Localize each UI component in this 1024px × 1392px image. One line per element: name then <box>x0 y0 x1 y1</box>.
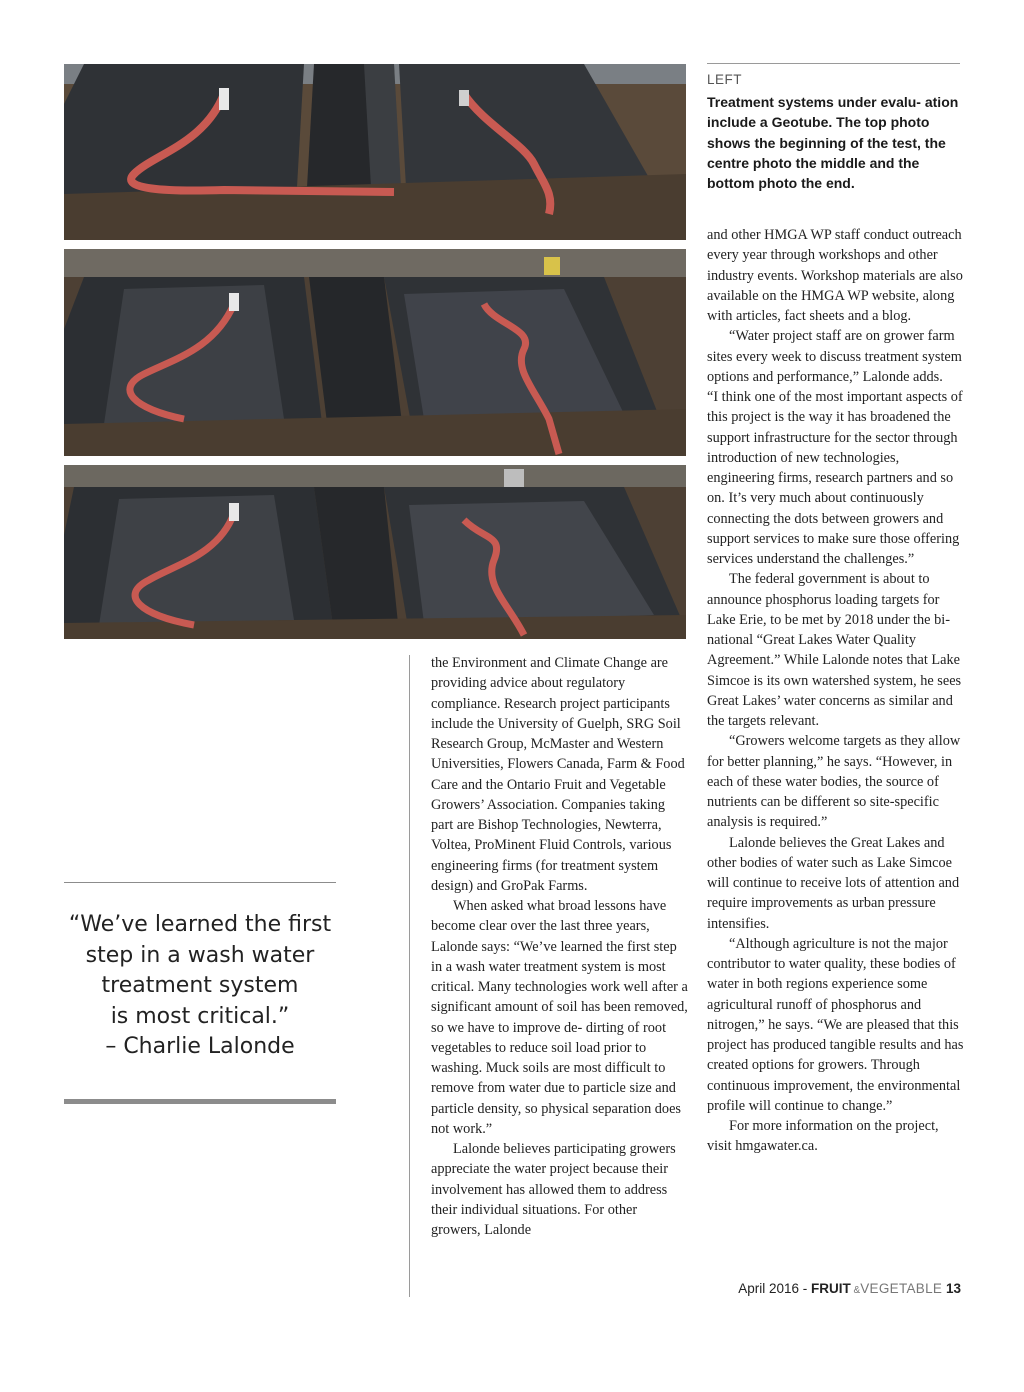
paragraph: “I think one of the most important aspects of this project is the way it has broadened the support infrastructure for the sector through introduction of new technologies, engineering firms, research partners and so on. It’s very much about continuously connecting the dots between growers and support services to make sure those offering services understand the challenges.” <box>707 389 963 567</box>
paragraph: “Water project staff are on grower farm sites every week to discuss treatment system options and performance,” Lalonde adds. <box>707 328 962 385</box>
page-footer <box>738 1281 961 1296</box>
article-column-middle <box>431 653 689 1240</box>
pull-quote-line: is most critical.” <box>110 1003 290 1029</box>
pull-quote-line: “We’ve learned the first <box>68 912 332 937</box>
paragraph: For more information on the project, visit hmgawater.ca. <box>707 1118 939 1155</box>
geotube-end-photo <box>64 465 686 639</box>
paragraph: When asked what broad lessons have become clear over the last three years, Lalonde says: “We’ve learned the first step in a wash water treatment system is most critical. Many technologies work well after a significant amount of soil has been removed, so we have to improve de- dirting of root vegetables to reduce soil load prior to washing. Muck soils are most difficult to remove from water due to particle size and particle density, so physical separation does not work.” <box>431 898 688 1137</box>
pull-quote-attribution: – Charlie Lalonde <box>105 1034 295 1059</box>
pull-quote <box>64 910 336 1063</box>
caption-divider <box>707 63 960 64</box>
paragraph: Lalonde believes the Great Lakes and other bodies of water such as Lake Simcoe will continue to receive lots of attention and require improvements as urban pressure intensifies. <box>707 834 960 932</box>
issue-date: April 2016 - <box>738 1281 812 1296</box>
paragraph: and other HMGA WP staff conduct outreach every year through workshops and other industry events. Workshop materials are also available on the HMGA WP website, along with articles, fact sheets and a blog. <box>707 227 963 324</box>
magazine-name-vegetable: VEGETABLE <box>860 1281 943 1296</box>
photo-caption: Treatment systems under evalu- ation include a Geotube. The top photo shows the beginning of the test, the centre photo the middle and the bottom photo the end. <box>707 94 959 192</box>
geotube-beginning-photo <box>64 64 686 240</box>
paragraph: The federal government is about to announce phosphorus loading targets for Lake Erie, to be met by 2018 under the bi-national “Great Lakes Water Quality Agreement.” While Lalonde notes that Lake Simcoe is its own watershed system, he sees Great Lakes’ water concerns as similar and the targets relevant. <box>707 571 962 729</box>
paragraph: “Although agriculture is not the major contributor to water quality, these bodies of water in both regions experience some agricultural runoff of phosphorus and nitrogen,” he says. “We are pleased that this project has produced tangible results and has created options for growers. Through continuous improvement, the environmental profile will continue to change.” <box>707 935 964 1114</box>
pull-quote-bottom-rule <box>64 1099 336 1104</box>
article-column-right <box>707 225 965 1157</box>
paragraph: the Environment and Climate Change are providing advice about regulatory compliance. Research project participants include the University of Guelph, SRG Soil Research Group, McMaster and Western Universities, Flowers Canada, Farm & Food Care and the Ontario Fruit and Vegetable Growers’ Association. Companies taking part are Bishop Technologies, Newterra, Voltea, ProMinent Fluid Controls, various engineering firms (for treatment system design) and GroPak Farms. <box>431 655 685 894</box>
column-divider <box>409 655 410 1297</box>
pull-quote-line: treatment system <box>101 973 299 998</box>
page-number: 13 <box>942 1281 961 1296</box>
pull-quote-top-rule <box>64 882 336 883</box>
pull-quote-line: step in a wash water <box>85 942 315 968</box>
magazine-name-fruit: FRUIT <box>811 1281 851 1296</box>
paragraph: “Growers welcome targets as they allow for better planning,” he says. “However, in each of these water bodies, the source of nutrients can be different so site-specific analysis is required.” <box>707 733 961 831</box>
magazine-name-amp: & <box>850 1285 861 1296</box>
caption-kicker: LEFT <box>707 72 743 87</box>
paragraph: Lalonde believes participating growers appreciate the water project because their involvement has allowed them to address their individual situations. For other growers, Lalonde <box>431 1141 676 1238</box>
geotube-middle-photo <box>64 249 686 456</box>
